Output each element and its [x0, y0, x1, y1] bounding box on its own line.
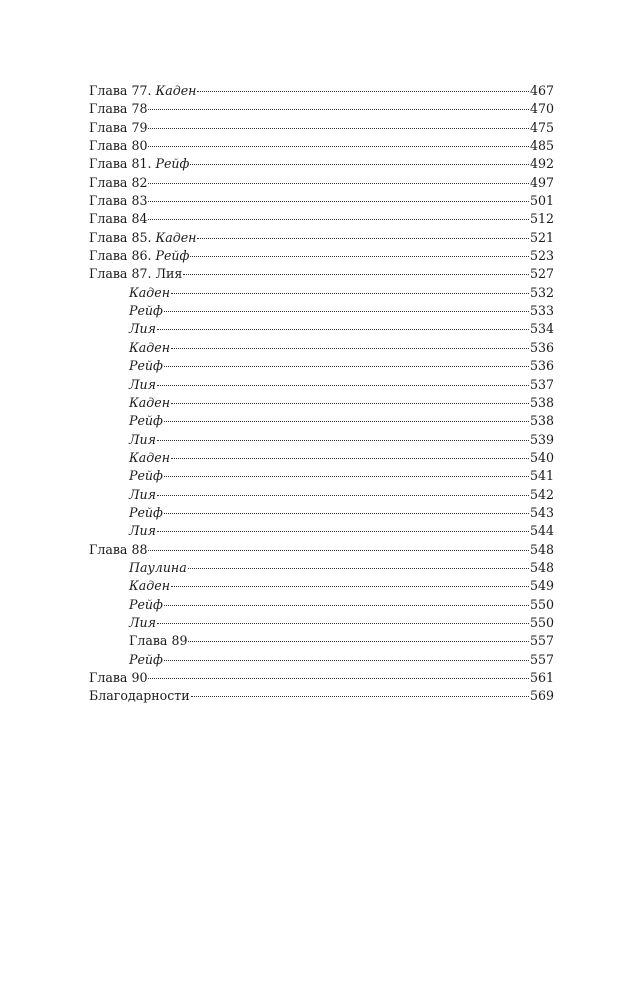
toc-entry-page-number: 548 [529, 559, 554, 575]
toc-entry-page-number: 549 [529, 578, 554, 594]
toc-entry-title [129, 577, 170, 595]
toc-entry-plain-text: Глава 78 [89, 101, 148, 117]
toc-entry-plain-text: Глава 87. Лия [89, 266, 183, 282]
toc-entry[interactable] [89, 449, 554, 467]
toc-entry-page-number: 485 [529, 138, 554, 154]
dot-leader [164, 421, 529, 422]
toc-entry[interactable] [89, 687, 554, 705]
toc-entry-italic-text: Каден [129, 339, 170, 355]
table-of-contents [89, 82, 554, 706]
dot-leader [148, 550, 528, 551]
toc-entry-title [89, 669, 147, 687]
toc-entry-title [89, 247, 189, 265]
toc-entry-title [89, 265, 182, 283]
toc-entry-title [129, 449, 170, 467]
toc-entry[interactable] [89, 614, 554, 632]
toc-entry-plain-text: Благодарности [89, 688, 190, 704]
toc-entry-title [89, 82, 196, 100]
toc-entry-title [129, 504, 163, 522]
toc-entry[interactable] [89, 596, 554, 614]
toc-entry-plain-text: Глава 79 [89, 119, 148, 135]
toc-entry-plain-text: Глава 85. [89, 229, 156, 245]
toc-entry-plain-text: Глава 77. [89, 83, 156, 98]
toc-entry[interactable] [89, 467, 554, 485]
toc-entry[interactable] [89, 247, 554, 265]
dot-leader [197, 238, 528, 239]
toc-entry-italic-text: Рейф [129, 358, 163, 374]
toc-entry-italic-text: Рейф [155, 248, 190, 264]
toc-entry-italic-text: Каден [155, 229, 197, 245]
toc-entry-italic-text: Паулина [129, 559, 187, 575]
dot-leader [164, 660, 529, 661]
dot-leader [148, 128, 528, 129]
toc-entry-italic-text: Рейф [155, 156, 190, 172]
dot-leader [190, 164, 529, 165]
toc-entry-title [129, 431, 156, 449]
toc-entry-title [89, 210, 147, 228]
toc-entry-title [129, 376, 156, 394]
toc-entry-title [129, 357, 163, 375]
dot-leader [148, 146, 528, 147]
toc-entry-page-number: 548 [529, 541, 554, 557]
toc-entry[interactable] [89, 357, 554, 375]
toc-entry-italic-text: Рейф [129, 303, 163, 319]
dot-leader [183, 274, 529, 275]
toc-entry-page-number: 521 [529, 229, 554, 245]
toc-entry-title [89, 155, 189, 173]
dot-leader [171, 403, 529, 404]
toc-entry-page-number: 536 [529, 358, 554, 374]
dot-leader [148, 183, 528, 184]
toc-entry[interactable] [89, 265, 554, 283]
toc-entry-page-number: 527 [529, 266, 554, 282]
toc-entry-title [129, 614, 156, 632]
toc-entry-italic-text: Лия [129, 486, 156, 502]
toc-entry-title [89, 229, 196, 247]
dot-leader [171, 293, 529, 294]
toc-entry-page-number: 557 [529, 651, 554, 667]
toc-entry-italic-text: Каден [129, 449, 170, 465]
toc-entry-page-number: 541 [529, 468, 554, 484]
toc-entry-plain-text: Глава 89 [129, 633, 188, 649]
toc-entry-page-number: 470 [529, 101, 554, 117]
toc-entry-page-number: 492 [529, 156, 554, 172]
toc-entry-page-number: 534 [529, 321, 554, 337]
toc-entry[interactable] [89, 541, 554, 559]
toc-entry-title [129, 339, 170, 357]
toc-entry-italic-text: Каден [155, 83, 197, 98]
toc-entry-page-number: 523 [529, 248, 554, 264]
toc-entry-plain-text: Глава 90 [89, 670, 148, 685]
toc-entry-title [129, 632, 187, 650]
toc-entry-plain-text: Глава 81. [89, 156, 156, 172]
toc-entry-page-number: 539 [529, 431, 554, 447]
toc-entry-italic-text: Лия [129, 523, 156, 539]
toc-entry-page-number: 512 [529, 211, 554, 227]
toc-entry-plain-text: Глава 88 [89, 541, 148, 557]
toc-entry-plain-text: Глава 84 [89, 211, 148, 227]
toc-entry[interactable] [89, 82, 554, 100]
toc-entry-page-number: 540 [529, 449, 554, 465]
toc-entry-title [89, 541, 147, 559]
toc-entry-italic-text: Рейф [129, 468, 163, 484]
toc-entry-italic-text: Каден [129, 578, 170, 594]
dot-leader [190, 256, 529, 257]
toc-entry-italic-text: Каден [129, 394, 170, 410]
dot-leader [157, 385, 529, 386]
toc-entry-title [89, 137, 147, 155]
toc-entry-page-number: 557 [529, 633, 554, 649]
toc-entry[interactable] [89, 229, 554, 247]
toc-entry-title [129, 522, 156, 540]
toc-entry-italic-text: Каден [129, 284, 170, 300]
toc-entry-title [89, 687, 190, 705]
toc-entry-title [129, 412, 163, 430]
toc-entry[interactable] [89, 119, 554, 137]
toc-entry-page-number: 550 [529, 614, 554, 630]
toc-entry[interactable] [89, 559, 554, 577]
dot-leader [157, 440, 529, 441]
toc-entry-page-number: 467 [529, 83, 554, 98]
toc-entry-title [129, 559, 187, 577]
dot-leader [197, 91, 528, 92]
dot-leader [164, 513, 529, 514]
toc-entry-page-number: 475 [529, 119, 554, 135]
toc-entry[interactable] [89, 504, 554, 522]
toc-entry-plain-text: Глава 86. [89, 248, 156, 264]
toc-entry-plain-text: Глава 82 [89, 174, 148, 190]
dot-leader [171, 348, 529, 349]
toc-entry[interactable] [89, 155, 554, 173]
toc-entry-plain-text: Глава 80 [89, 138, 148, 154]
toc-entry[interactable] [89, 577, 554, 595]
dot-leader [164, 476, 529, 477]
toc-entry[interactable] [89, 137, 554, 155]
dot-leader [164, 311, 529, 312]
toc-entry[interactable] [89, 284, 554, 302]
dot-leader [171, 586, 529, 587]
toc-entry-title [89, 174, 147, 192]
toc-entry-title [129, 320, 156, 338]
toc-entry-italic-text: Рейф [129, 596, 163, 612]
toc-entry-page-number: 538 [529, 413, 554, 429]
dot-leader [164, 605, 529, 606]
toc-entry-italic-text: Лия [129, 321, 156, 337]
toc-entry-page-number: 533 [529, 303, 554, 319]
dot-leader [164, 366, 529, 367]
dot-leader [157, 531, 529, 532]
toc-entry-page-number: 538 [529, 394, 554, 410]
toc-entry-title [89, 100, 147, 118]
toc-entry-title [129, 486, 156, 504]
toc-entry-page-number: 569 [529, 688, 554, 704]
dot-leader [148, 201, 528, 202]
toc-entry-italic-text: Рейф [129, 504, 163, 520]
dot-leader [188, 568, 529, 569]
toc-entry-page-number: 536 [529, 339, 554, 355]
toc-entry[interactable] [89, 339, 554, 357]
toc-entry-italic-text: Рейф [129, 413, 163, 429]
toc-entry[interactable] [89, 522, 554, 540]
toc-entry-page-number: 537 [529, 376, 554, 392]
toc-entry[interactable] [89, 210, 554, 228]
toc-entry[interactable] [89, 376, 554, 394]
toc-entry-title [129, 284, 170, 302]
toc-entry-page-number: 561 [529, 670, 554, 685]
toc-entry-italic-text: Лия [129, 376, 156, 392]
dot-leader [188, 641, 528, 642]
toc-entry-page-number: 497 [529, 174, 554, 190]
toc-entry-title [129, 302, 163, 320]
toc-entry[interactable] [89, 632, 554, 650]
toc-entry[interactable] [89, 669, 554, 687]
dot-leader [148, 109, 528, 110]
toc-entry-italic-text: Рейф [129, 651, 163, 667]
toc-entry[interactable] [89, 486, 554, 504]
toc-entry-italic-text: Лия [129, 614, 156, 630]
toc-entry[interactable] [89, 192, 554, 210]
dot-leader [157, 329, 529, 330]
toc-entry[interactable] [89, 320, 554, 338]
toc-entry-page-number: 550 [529, 596, 554, 612]
toc-entry-page-number: 542 [529, 486, 554, 502]
toc-entry[interactable] [89, 394, 554, 412]
dot-leader [191, 696, 529, 697]
dot-leader [171, 458, 529, 459]
toc-entry-title [129, 651, 163, 669]
toc-entry[interactable] [89, 100, 554, 118]
toc-entry[interactable] [89, 174, 554, 192]
dot-leader [148, 219, 528, 220]
toc-entry-page-number: 501 [529, 193, 554, 209]
toc-entry-title [89, 119, 147, 137]
toc-entry[interactable] [89, 302, 554, 320]
toc-entry[interactable] [89, 651, 554, 669]
toc-entry[interactable] [89, 431, 554, 449]
toc-entry-page-number: 543 [529, 504, 554, 520]
toc-entry-page-number: 544 [529, 523, 554, 539]
toc-entry-title [129, 596, 163, 614]
toc-entry[interactable] [89, 412, 554, 430]
dot-leader [157, 495, 529, 496]
toc-entry-title [129, 394, 170, 412]
toc-entry-plain-text: Глава 83 [89, 193, 148, 209]
dot-leader [157, 623, 529, 624]
dot-leader [148, 678, 528, 679]
toc-entry-italic-text: Лия [129, 431, 156, 447]
toc-entry-page-number: 532 [529, 284, 554, 300]
toc-entry-title [89, 192, 147, 210]
toc-entry-title [129, 467, 163, 485]
